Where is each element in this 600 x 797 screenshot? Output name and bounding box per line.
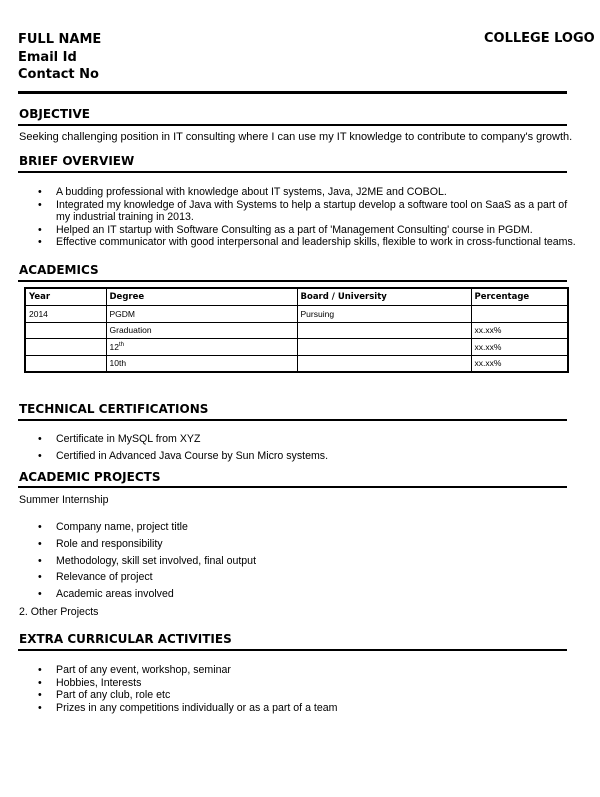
cell-board: Pursuing [297,306,471,323]
cell-board [297,339,471,356]
overview-heading: BRIEF OVERVIEW [19,154,135,168]
table-header-row [25,288,568,306]
cell-percentage: xx.xx% [471,339,568,356]
col-header-year: Year [25,288,106,306]
col-header-degree: Degree [106,288,297,306]
table-row [25,339,568,356]
projects-underline [18,486,567,488]
projects-list [19,519,256,603]
college-logo-placeholder: COLLEGE LOGO [484,31,595,46]
cell-year: 2014 [25,306,106,323]
list-item: • Methodology, skill set involved, final output [19,553,256,570]
certifications-heading: TECHNICAL CERTIFICATIONS [19,402,209,416]
list-item: • Academic areas involved [19,586,256,603]
overview-underline [18,171,567,173]
cell-percentage [471,306,568,323]
header-divider [18,91,567,94]
academics-heading: ACADEMICS [19,263,99,277]
list-item: • Part of any club, role etc [19,689,337,702]
list-item: • Certified in Advanced Java Course by Sun Micro systems. [19,448,328,465]
cell-percentage: xx.xx% [471,355,568,372]
list-item: • Part of any event, workshop, seminar [19,664,337,677]
list-item: • Helped an IT startup with Software Consulting as a part of 'Management Consulting' course in PGDM. [19,224,579,237]
degree-12-suffix: th [118,341,124,348]
cell-year [25,339,106,356]
contact-block [18,31,101,84]
cell-degree [106,339,297,356]
objective-underline [18,124,567,126]
cell-degree: PGDM [106,306,297,323]
cell-board [297,322,471,339]
cell-year [25,322,106,339]
list-item: • Certificate in MySQL from XYZ [19,431,328,448]
projects-subtitle: Summer Internship [19,494,109,506]
full-name: FULL NAME [18,32,102,47]
cell-board [297,355,471,372]
certifications-underline [18,419,567,421]
cell-year [25,355,106,372]
academics-underline [18,280,567,282]
cell-percentage: xx.xx% [471,322,568,339]
table-row [25,306,568,323]
list-item: • Prizes in any competitions individually or as a part of a team [19,702,337,715]
academics-table [24,287,569,373]
contact-no: Contact No [18,67,99,82]
col-header-board: Board / University [297,288,471,306]
list-item: • Hobbies, Interests [19,677,337,690]
overview-list [19,186,579,249]
list-item: • Relevance of project [19,569,256,586]
list-item: • Company name, project title [19,519,256,536]
cell-degree: 10th [106,355,297,372]
extra-underline [18,649,567,651]
other-projects: 2. Other Projects [19,606,99,618]
degree-12: 12 [109,341,119,352]
objective-text: Seeking challenging position in IT consulting where I can use my IT knowledge to contribute to company's growth. [19,131,573,143]
certifications-list [19,431,328,464]
list-item: • A budding professional with knowledge about IT systems, Java, J2ME and COBOL. [19,186,579,199]
list-item: • Integrated my knowledge of Java with Systems to help a startup develop a software tool on SaaS as a part of my industrial training in 2013. [19,199,579,224]
cell-degree: Graduation [106,322,297,339]
table-row [25,355,568,372]
email-id: Email Id [18,49,77,65]
projects-heading: ACADEMIC PROJECTS [19,470,161,484]
table-row [25,322,568,339]
list-item: • Role and responsibility [19,536,256,553]
extra-list [19,664,337,715]
extra-heading: EXTRA CURRICULAR ACTIVITIES [19,632,232,646]
col-header-percentage: Percentage [471,288,568,306]
objective-heading: OBJECTIVE [19,107,90,121]
list-item: • Effective communicator with good interpersonal and leadership skills, flexible to work in cross-functional teams. [19,236,579,249]
